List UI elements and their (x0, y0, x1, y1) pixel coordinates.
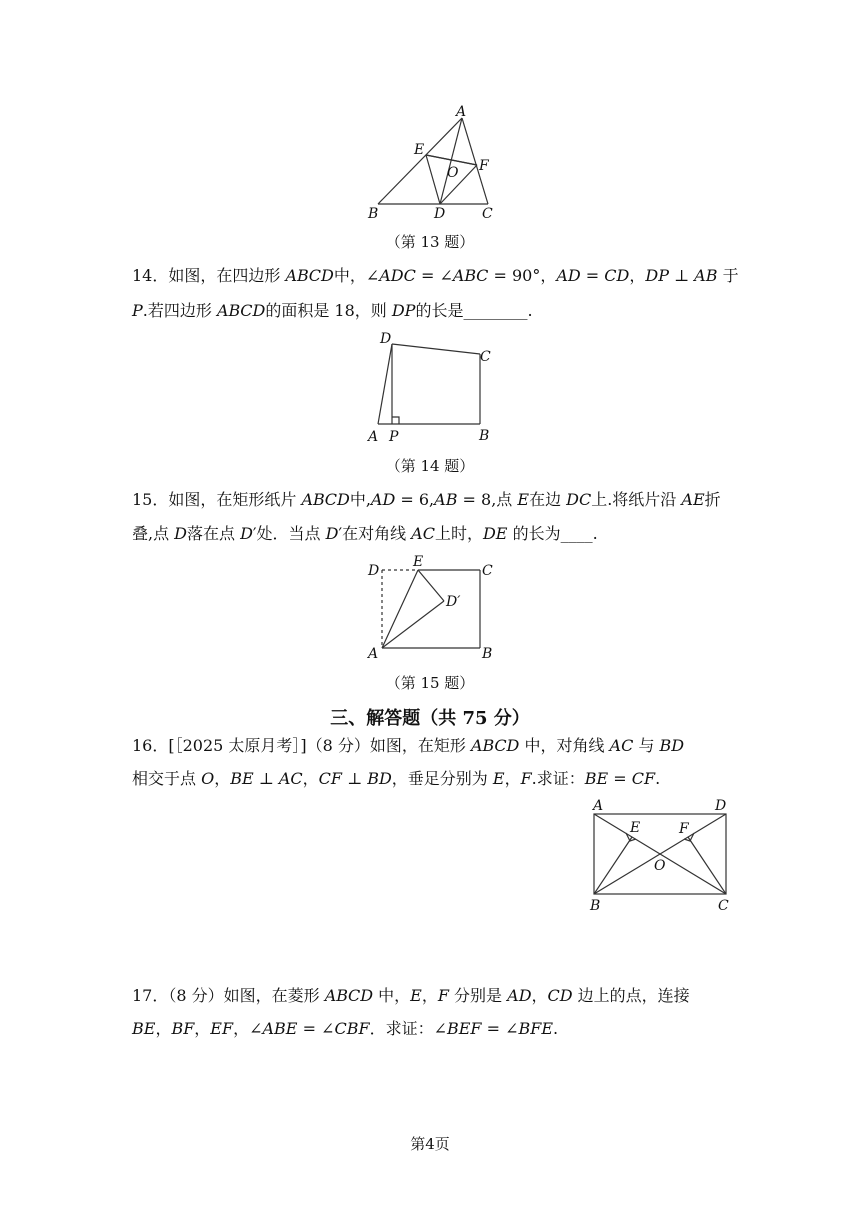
fig16-label-A: A (593, 798, 604, 814)
fig15-label-E: E (413, 554, 424, 570)
question-15-line-2: 叠,点 𝐷落在点 𝐷′处．当点 𝐷′在对角线 𝐴𝐶上时，𝐷𝐸 的长为____. (132, 524, 598, 543)
question-16-line-2: 相交于点 𝑂，𝐵𝐸 ⊥ 𝐴𝐶，𝐶𝐹 ⊥ 𝐵𝐷，垂足分别为 𝐸，𝐹.求证：𝐵𝐸 = 𝐶𝐹. (132, 769, 661, 788)
fig15-label-Dprime: D′ (446, 594, 461, 610)
fig13-label-C: C (482, 206, 493, 222)
section-3-title: 三、解答题（共 75 分） (330, 708, 530, 729)
figure-13-caption: （第 13 题） (385, 233, 475, 251)
fig15-label-A: A (368, 646, 379, 662)
question-17-line-2: 𝐵𝐸，𝐵𝐹，𝐸𝐹，∠𝐴𝐵𝐸 = ∠𝐶𝐵𝐹．求证：∠𝐵𝐸𝐹 = ∠𝐵𝐹𝐸. (132, 1019, 559, 1038)
figure-13 (360, 100, 510, 225)
question-17-line-1: 17．（8 分）如图，在菱形 𝐴𝐵𝐶𝐷 中，𝐸，𝐹 分别是 𝐴𝐷，𝐶𝐷 边上的点，连接 (132, 986, 690, 1005)
figure-16 (584, 794, 744, 914)
figure-15-caption: （第 15 题） (385, 674, 475, 692)
question-14-line-2: 𝑃.若四边形 𝐴𝐵𝐶𝐷的面积是 18，则 𝐷𝑃的长是________. (132, 301, 533, 320)
fig16-label-B: B (590, 898, 601, 914)
figure-15-drawing (362, 554, 502, 666)
fig15-label-D: D (368, 563, 380, 579)
fig14-label-P: P (389, 429, 399, 445)
fig15-label-C: C (482, 563, 493, 579)
fig16-label-E: E (630, 820, 641, 836)
fig13-label-O: O (447, 165, 459, 181)
question-15-line-1: 15．如图，在矩形纸片 𝐴𝐵𝐶𝐷中,𝐴𝐷 = 6,𝐴𝐵 = 8,点 𝐸在边 𝐷𝐶上.将纸片沿 𝐴𝐸折 (132, 490, 721, 509)
fig13-label-B: B (368, 206, 379, 222)
figure-13-drawing (360, 100, 510, 225)
fig16-label-O: O (654, 858, 666, 874)
fig16-label-F: F (679, 821, 689, 837)
figure-15 (362, 554, 502, 666)
figure-14-caption: （第 14 题） (385, 457, 475, 475)
fig13-label-E: E (414, 142, 425, 158)
figure-16-drawing (584, 794, 744, 914)
fig16-label-C: C (718, 898, 729, 914)
fig13-label-D: D (434, 206, 446, 222)
question-14-line-1: 14．如图，在四边形 𝐴𝐵𝐶𝐷中，∠𝐴𝐷𝐶 = ∠𝐴𝐵𝐶 = 90°，𝐴𝐷 = 𝐶𝐷，𝐷𝑃 ⊥ 𝐴𝐵 于 (132, 266, 739, 285)
question-16-line-1: 16．[［2025 太原月考］]（8 分）如图，在矩形 𝐴𝐵𝐶𝐷 中，对角线 𝐴𝐶 与 𝐵𝐷 (132, 736, 685, 755)
fig14-label-A: A (368, 429, 379, 445)
fig14-label-B: B (479, 428, 490, 444)
fig16-label-D: D (715, 798, 727, 814)
fig13-label-F: F (479, 158, 489, 174)
fig14-label-C: C (480, 349, 491, 365)
page-number: 第4页 (410, 1135, 450, 1153)
fig15-label-B: B (482, 646, 493, 662)
fig14-label-D: D (380, 331, 392, 347)
figure-14-drawing (362, 326, 502, 446)
fig13-label-A: A (456, 104, 467, 120)
figure-14 (362, 326, 502, 446)
